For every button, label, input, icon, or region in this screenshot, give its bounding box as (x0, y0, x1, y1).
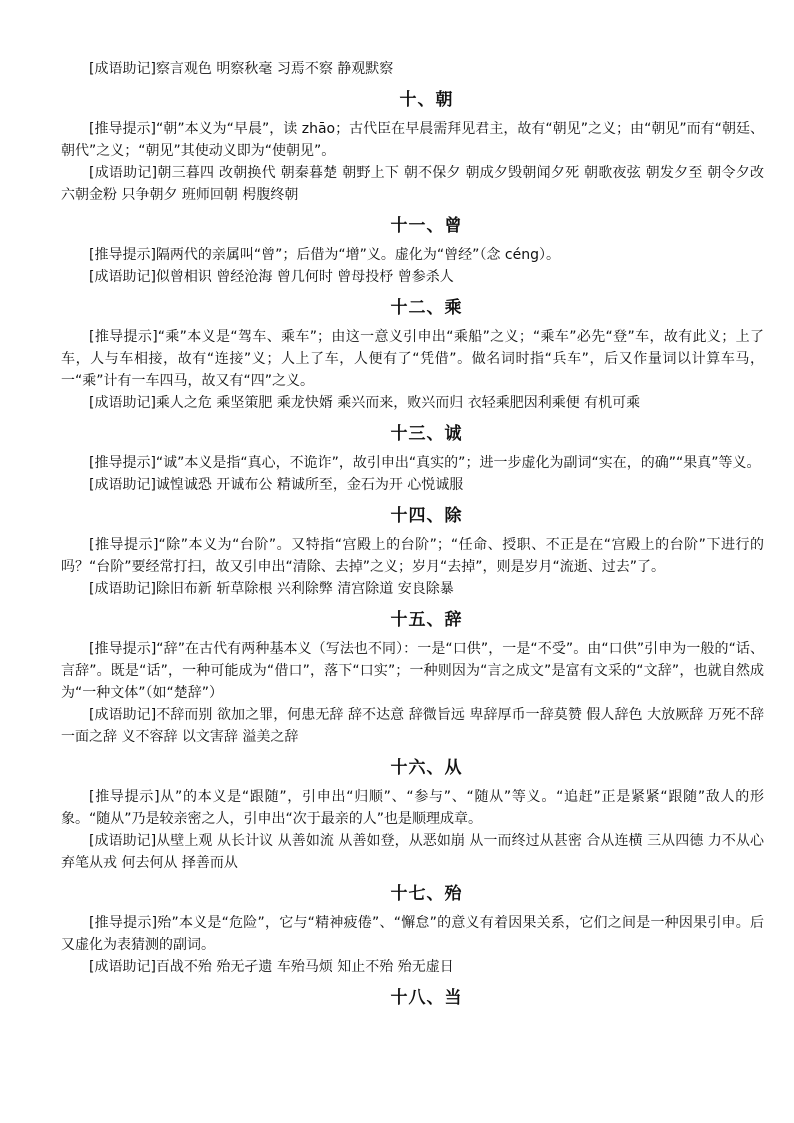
idiom-mnemonic: [成语助记]百战不殆 殆无孑遗 车殆马烦 知止不殆 殆无虚日 (89, 959, 454, 975)
section-title: 十一、曾 (390, 216, 463, 236)
idiom-mnemonic: [成语助记]乘人之危 乘坚策肥 乘龙快婿 乘兴而来，败兴而归 衣轻乘肥因利乘便 有机可乘 (89, 395, 641, 411)
section-title: 十二、乘 (390, 298, 463, 318)
section-title: 十、朝 (399, 90, 454, 110)
derivation-hint: [推导提示]隔两代的亲属叫“曾”；后借为“增”义。虚化为“曾经”（念 céng）。 (89, 247, 560, 263)
section-dang (89, 986, 764, 1010)
idiom-mnemonic-intro: [成语助记]察言观色 明察秋毫 习焉不察 静观默察 (89, 61, 394, 77)
section-ceng (89, 214, 764, 288)
section-zhao (61, 88, 764, 206)
derivation-hint: [推导提示]殆”本义是“危险”，它与“精神疲倦”、“懈怠”的意义有着因果关系，它们之间是一种因果引申。后又虚化为表猜测的副词。 (61, 915, 764, 953)
derivation-hint: [推导提示]从”的本义是“跟随”，引申出“归顺”、“参与”、“随从”等义。“追赶”正是紧紧“跟随”敌人的形象。“随从”乃是较亲密之人，引申出“次于最亲的人”也是顺理成章。 (61, 789, 764, 827)
section-dai (61, 882, 764, 978)
section-title: 十六、从 (390, 758, 463, 778)
section-cheng-sincere (89, 422, 764, 496)
section-title: 十八、当 (390, 988, 463, 1008)
idiom-mnemonic: [成语助记]似曾相识 曾经沧海 曾几何时 曾母投杼 曾参杀人 (89, 269, 454, 285)
section-title: 十七、殆 (390, 884, 463, 904)
idiom-mnemonic: [成语助记]诚惶诚恐 开诚布公 精诚所至，金石为开 心悦诚服 (89, 477, 464, 493)
section-ci (61, 608, 764, 748)
section-cheng-ride (61, 296, 764, 414)
idiom-mnemonic: [成语助记]从壁上观 从长计议 从善如流 从善如登，从恶如崩 从一而终过从甚密 合从连横 三从四德 力不从心 弃笔从戎 何去何从 择善而从 (61, 833, 764, 871)
document-body (61, 58, 764, 1016)
derivation-hint: [推导提示]“辞”在古代有两种基本义（写法也不同）：一是“口供”，一是“不受”。由“口供”引申为一般的“话、言辞”。既是“话”，一种可能成为“借口”，落下“口实”；一种则因为“言之成文”是富有文采的“文辞”，也就自然成为“一种文体”（如“楚辞”） (61, 641, 764, 701)
derivation-hint: [推导提示]“朝”本义为“早晨”，读 zhāo；古代臣在早晨需拜见君主，故有“朝见”之义；由“朝见”而有“朝廷、朝代”之义；“朝见”其使动义即为“使朝见”。 (61, 121, 764, 159)
derivation-hint: [推导提示]“诚”本义是指“真心，不诡诈”，故引申出“真实的”；进一步虚化为副词“实在，的确”“果真”等义。 (89, 455, 761, 471)
idiom-mnemonic: [成语助记]不辞而别 欲加之罪，何患无辞 辞不达意 辞微旨远 卑辞厚币一辞莫赞 假人辞色 大放厥辞 万死不辞 一面之辞 义不容辞 以文害辞 溢美之辞 (61, 707, 764, 745)
idiom-mnemonic: [成语助记]除旧布新 斩草除根 兴利除弊 清宫除道 安良除暴 (89, 581, 454, 597)
section-title: 十三、诚 (390, 424, 463, 444)
section-title: 十四、除 (390, 506, 463, 526)
section-chu (61, 504, 764, 600)
idiom-mnemonic: [成语助记]朝三暮四 改朝换代 朝秦暮楚 朝野上下 朝不保夕 朝成夕毁朝闻夕死 朝歌夜弦 朝发夕至 朝令夕改 六朝金粉 只争朝夕 班师回朝 枵腹终朝 (61, 165, 764, 203)
derivation-hint: [推导提示]“除”本义为“台阶”。又特指“宫殿上的台阶”；“任命、授职、不正是在“宫殿上的台阶”下进行的吗？“台阶”要经常打扫，故又引申出“清除、去掉”之义；岁月“去掉”，则是岁月“流逝、过去”了。 (61, 537, 764, 575)
section-title: 十五、辞 (390, 610, 463, 630)
derivation-hint: [推导提示]“乘”本义是“驾车、乘车”；由这一意义引申出“乘船”之义；“乘车”必先“登”车，故有此义；上了车，人与车相接，故有“连接”义；人上了车，人便有了“凭借”。做名词时指“兵车”，后又作量词以计算车马，一“乘”计有一车四马，故又有“四”之义。 (61, 329, 764, 389)
section-cong (61, 756, 764, 874)
